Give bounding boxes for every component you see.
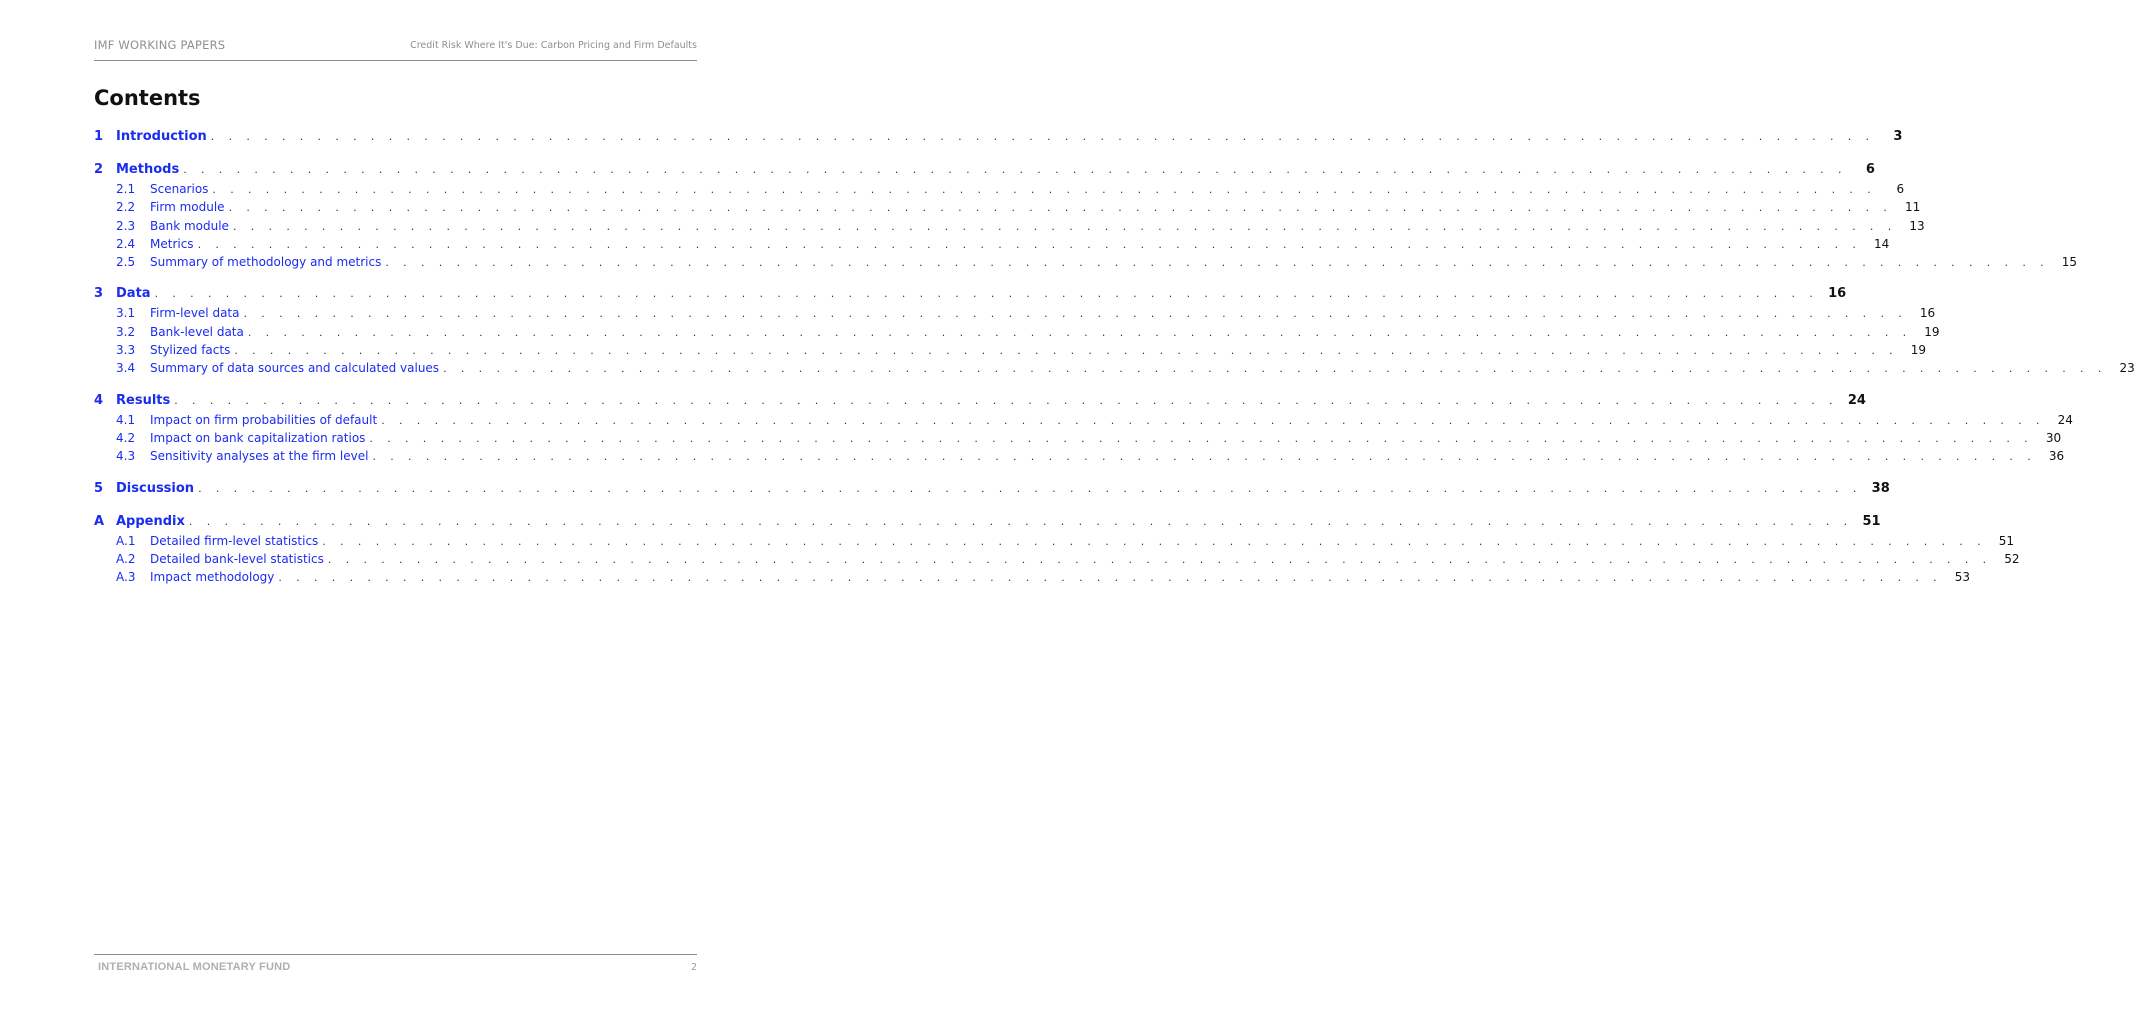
dot-leader: . . . . . . . . . . . . . . . . . . . . . . . . . . . . . . . . . . . . . . . . . . . . . . . . . . . . . . . . . . . . . . . . . . . . . . . . . . . . . . . . . . . . . . . . . . . . . . [197, 237, 1862, 251]
toc-entry-number: 3 [94, 286, 104, 302]
toc-entry-page: 38 [1871, 480, 1890, 496]
toc-subentry-page: 52 [2004, 551, 2020, 566]
dot-leader: . . . . . . . . . . . . . . . . . . . . . . . . . . . . . . . . . . . . . . . . . . . . . . . . . . . . . . . . . . . . . . . . . . . . . . . . . . . . . . . . . . . . . . . . . . . . . . [247, 325, 1912, 339]
toc-entry[interactable] [94, 391, 1866, 411]
toc-subentry-link[interactable]: Sensitivity analyses at the firm level [150, 449, 369, 464]
toc-subentry-number: 4.3 [116, 449, 136, 464]
toc-section-2 [94, 160, 2078, 271]
toc-entry[interactable] [94, 284, 1847, 304]
dot-leader: . . . . . . . . . . . . . . . . . . . . . . . . . . . . . . . . . . . . . . . . . . . . . . . . . . . . . . . . . . . . . . . . . . . . . . . . . . . . . . . . . . . . . . . . . . . . . . [234, 344, 1899, 358]
toc-subentry-page: 13 [1909, 218, 1925, 233]
toc-subentry[interactable] [94, 235, 1890, 253]
toc-subentry-page: 16 [1919, 306, 1936, 321]
toc-subentry-number: 3.1 [116, 306, 136, 321]
toc-entry-link[interactable]: Results [116, 392, 171, 408]
contents-heading: Contents [94, 86, 201, 110]
toc-subentry-link[interactable]: Metrics [150, 236, 194, 251]
running-footer [94, 954, 697, 979]
dot-leader: . . . . . . . . . . . . . . . . . . . . . . . . . . . . . . . . . . . . . . . . . . . . . . . . . . . . . . . . . . . . . . . . . . . . . . . . . . . . . . . . . . . . . . . . . . . . . . [443, 362, 2107, 376]
toc-subentry-number: A.1 [116, 533, 136, 548]
toc-subentry-page: 51 [1998, 533, 2014, 548]
dot-leader: . . . . . . . . . . . . . . . . . . . . . . . . . . . . . . . . . . . . . . . . . . . . . . . . . . . . . . . . . . . . . . . . . . . . . . . . . . . . . . . . . . . . . . . . . . . . . . [212, 183, 1877, 196]
dot-leader: . . . . . . . . . . . . . . . . . . . . . . . . . . . . . . . . . . . . . . . . . . . . . . . . . . . . . . . . . . . . . . . . . . . . . . . . . . . . . . . . . . . . . . . . . . . . . . [243, 307, 1908, 321]
footer-page-number: 2 [690, 962, 697, 973]
toc-subentry-page: 15 [2061, 255, 2078, 270]
toc-subentry[interactable] [94, 304, 1936, 322]
toc-entry[interactable] [94, 160, 1875, 180]
toc-subentry[interactable] [94, 568, 1971, 586]
toc-entry-number: A [94, 513, 105, 529]
dot-leader: . . . . . . . . . . . . . . . . . . . . . . . . . . . . . . . . . . . . . . . . . . . . . . . . . . . . . . . . . . . . . . . . . . . . . . . . . . . . . . . . . . . . . . . . . . . . . . [385, 256, 2050, 270]
toc-subentry-number: A.2 [116, 551, 136, 566]
toc-subentry-link[interactable]: Summary of methodology and metrics [150, 255, 382, 270]
toc-entry-link[interactable]: Introduction [116, 129, 207, 144]
toc-entry[interactable] [94, 127, 1903, 147]
header-series-title: IMF WORKING PAPERS [94, 38, 226, 52]
toc-subentry-number: 2.5 [116, 255, 136, 270]
dot-leader: . . . . . . . . . . . . . . . . . . . . . . . . . . . . . . . . . . . . . . . . . . . . . . . . . . . . . . . . . . . . . . . . . . . . . . . . . . . . . . . . . . . . . . . . . . . . . . [372, 450, 2037, 464]
toc-entry[interactable] [94, 479, 1890, 499]
toc-subentry[interactable] [94, 217, 1925, 235]
toc-entry-page: 16 [1828, 286, 1847, 302]
toc-subentry-link[interactable]: Impact methodology [150, 570, 275, 585]
toc-subentry-link[interactable]: Stylized facts [150, 343, 231, 358]
toc-subentry[interactable] [94, 253, 2078, 271]
dot-leader: . . . . . . . . . . . . . . . . . . . . . . . . . . . . . . . . . . . . . . . . . . . . . . . . . . . . . . . . . . . . . . . . . . . . . . . . . . . . . . . . . . . . . . . . . . . . . . [198, 481, 1862, 495]
toc-subentry-link[interactable]: Impact on bank capitalization ratios [150, 430, 366, 445]
toc-subentry-page: 36 [2048, 449, 2065, 464]
toc-subentry-page: 53 [1954, 570, 1971, 585]
toc-subentry-link[interactable]: Summary of data sources and calculated values [150, 361, 440, 376]
table-of-contents [94, 127, 2135, 599]
toc-subentry-page: 30 [2045, 430, 2062, 445]
toc-entry-number: 2 [94, 162, 104, 177]
dot-leader: . . . . . . . . . . . . . . . . . . . . . . . . . . . . . . . . . . . . . . . . . . . . . . . . . . . . . . . . . . . . . . . . . . . . . . . . . . . . . . . . . . . . . . . . . . . . . . [278, 571, 1943, 585]
toc-entry-number: 1 [94, 129, 104, 144]
dot-leader: . . . . . . . . . . . . . . . . . . . . . . . . . . . . . . . . . . . . . . . . . . . . . . . . . . . . . . . . . . . . . . . . . . . . . . . . . . . . . . . . . . . . . . . . . . . . . . [381, 413, 2045, 427]
toc-subentry[interactable] [94, 532, 2014, 550]
toc-subentry-page: 23 [2119, 361, 2135, 376]
toc-subentry[interactable] [94, 180, 1905, 198]
toc-subentry-link[interactable]: Firm-level data [150, 306, 240, 321]
toc-subentry-number: 2.3 [116, 218, 136, 233]
toc-subentry-page: 19 [1910, 343, 1927, 358]
toc-subentry-page: 6 [1896, 182, 1905, 196]
dot-leader: . . . . . . . . . . . . . . . . . . . . . . . . . . . . . . . . . . . . . . . . . . . . . . . . . . . . . . . . . . . . . . . . . . . . . . . . . . . . . . . . . . . . . . . . . . . . . . [369, 431, 2034, 445]
toc-subentry-number: 4.2 [116, 430, 136, 445]
toc-section-5 [94, 479, 1890, 499]
dot-leader: . . . . . . . . . . . . . . . . . . . . . . . . . . . . . . . . . . . . . . . . . . . . . . . . . . . . . . . . . . . . . . . . . . . . . . . . . . . . . . . . . . . . . . . . . . . . . . [232, 219, 1897, 233]
toc-subentry[interactable] [94, 323, 1940, 341]
dot-leader: . . . . . . . . . . . . . . . . . . . . . . . . . . . . . . . . . . . . . . . . . . . . . . . . . . . . . . . . . . . . . . . . . . . . . . . . . . . . . . . . . . . . . . . . . . . . . . [174, 393, 1838, 407]
toc-section-4 [94, 391, 2073, 466]
toc-subentry-link[interactable]: Detailed bank-level statistics [150, 551, 324, 566]
toc-subentry-number: 3.3 [116, 343, 136, 358]
toc-entry-page: 24 [1847, 392, 1866, 408]
toc-subentry-page: 11 [1904, 200, 1921, 215]
toc-subentry-page: 19 [1924, 324, 1940, 339]
toc-subentry-number: A.3 [116, 570, 136, 585]
toc-subentry[interactable] [94, 198, 1921, 216]
dot-leader: . . . . . . . . . . . . . . . . . . . . . . . . . . . . . . . . . . . . . . . . . . . . . . . . . . . . . . . . . . . . . . . . . . . . . . . . . . . . . . . . . . . . . . . . . . . . . . [154, 287, 1819, 301]
footer-organization: INTERNATIONAL MONETARY FUND [98, 961, 291, 973]
toc-subentry-page: 24 [2057, 412, 2073, 427]
toc-entry-link[interactable]: Methods [116, 162, 180, 177]
toc-subentry-link[interactable]: Bank-level data [150, 324, 244, 339]
toc-entry-page: 3 [1893, 129, 1903, 144]
toc-section-1 [94, 127, 1903, 147]
toc-subentry-number: 2.1 [116, 182, 136, 196]
toc-subentry-number: 4.1 [116, 412, 136, 427]
toc-entry-link[interactable]: Discussion [116, 480, 195, 496]
toc-subentry-link[interactable]: Bank module [150, 218, 229, 233]
toc-subentry-link[interactable]: Impact on firm probabilities of default [150, 412, 378, 427]
toc-subentry-number: 3.2 [116, 324, 136, 339]
toc-entry-link[interactable]: Data [116, 286, 151, 302]
dot-leader: . . . . . . . . . . . . . . . . . . . . . . . . . . . . . . . . . . . . . . . . . . . . . . . . . . . . . . . . . . . . . . . . . . . . . . . . . . . . . . . . . . . . . . . . . . . . . . [228, 201, 1893, 215]
toc-subentry[interactable] [94, 341, 1927, 359]
toc-subentry[interactable] [94, 359, 2135, 377]
toc-entry[interactable] [94, 512, 1881, 532]
toc-subentry[interactable] [94, 429, 2062, 447]
dot-leader: . . . . . . . . . . . . . . . . . . . . . . . . . . . . . . . . . . . . . . . . . . . . . . . . . . . . . . . . . . . . . . . . . . . . . . . . . . . . . . . . . . . . . . . . . . . . . . [183, 163, 1847, 176]
toc-entry-link[interactable]: Appendix [116, 513, 185, 529]
toc-subentry[interactable] [94, 411, 2073, 429]
toc-entry-page: 51 [1862, 513, 1881, 529]
toc-subentry-number: 2.4 [116, 236, 136, 251]
toc-subentry-number: 3.4 [116, 361, 136, 376]
toc-entry-page: 6 [1865, 162, 1875, 177]
dot-leader: . . . . . . . . . . . . . . . . . . . . . . . . . . . . . . . . . . . . . . . . . . . . . . . . . . . . . . . . . . . . . . . . . . . . . . . . . . . . . . . . . . . . . . . . . . . . . . [327, 552, 1992, 566]
toc-subentry-link[interactable]: Firm module [150, 200, 225, 215]
toc-subentry-link[interactable]: Scenarios [150, 182, 209, 196]
toc-section-appendix [94, 512, 2020, 587]
toc-entry-number: 4 [94, 392, 104, 408]
dot-leader: . . . . . . . . . . . . . . . . . . . . . . . . . . . . . . . . . . . . . . . . . . . . . . . . . . . . . . . . . . . . . . . . . . . . . . . . . . . . . . . . . . . . . . . . . . . . . . [210, 130, 1875, 143]
running-header [94, 38, 697, 61]
toc-subentry-number: 2.2 [116, 200, 136, 215]
toc-subentry-link[interactable]: Detailed firm-level statistics [150, 533, 319, 548]
dot-leader: . . . . . . . . . . . . . . . . . . . . . . . . . . . . . . . . . . . . . . . . . . . . . . . . . . . . . . . . . . . . . . . . . . . . . . . . . . . . . . . . . . . . . . . . . . . . . . [188, 514, 1853, 528]
toc-subentry-page: 14 [1873, 236, 1890, 251]
toc-subentry[interactable] [94, 550, 2020, 568]
dot-leader: . . . . . . . . . . . . . . . . . . . . . . . . . . . . . . . . . . . . . . . . . . . . . . . . . . . . . . . . . . . . . . . . . . . . . . . . . . . . . . . . . . . . . . . . . . . . . . [322, 534, 1986, 548]
header-paper-title: Credit Risk Where It's Due: Carbon Pricing and Firm Defaults [410, 40, 697, 51]
toc-subentry[interactable] [94, 447, 2065, 465]
toc-section-3 [94, 284, 2135, 377]
toc-entry-number: 5 [94, 480, 104, 496]
